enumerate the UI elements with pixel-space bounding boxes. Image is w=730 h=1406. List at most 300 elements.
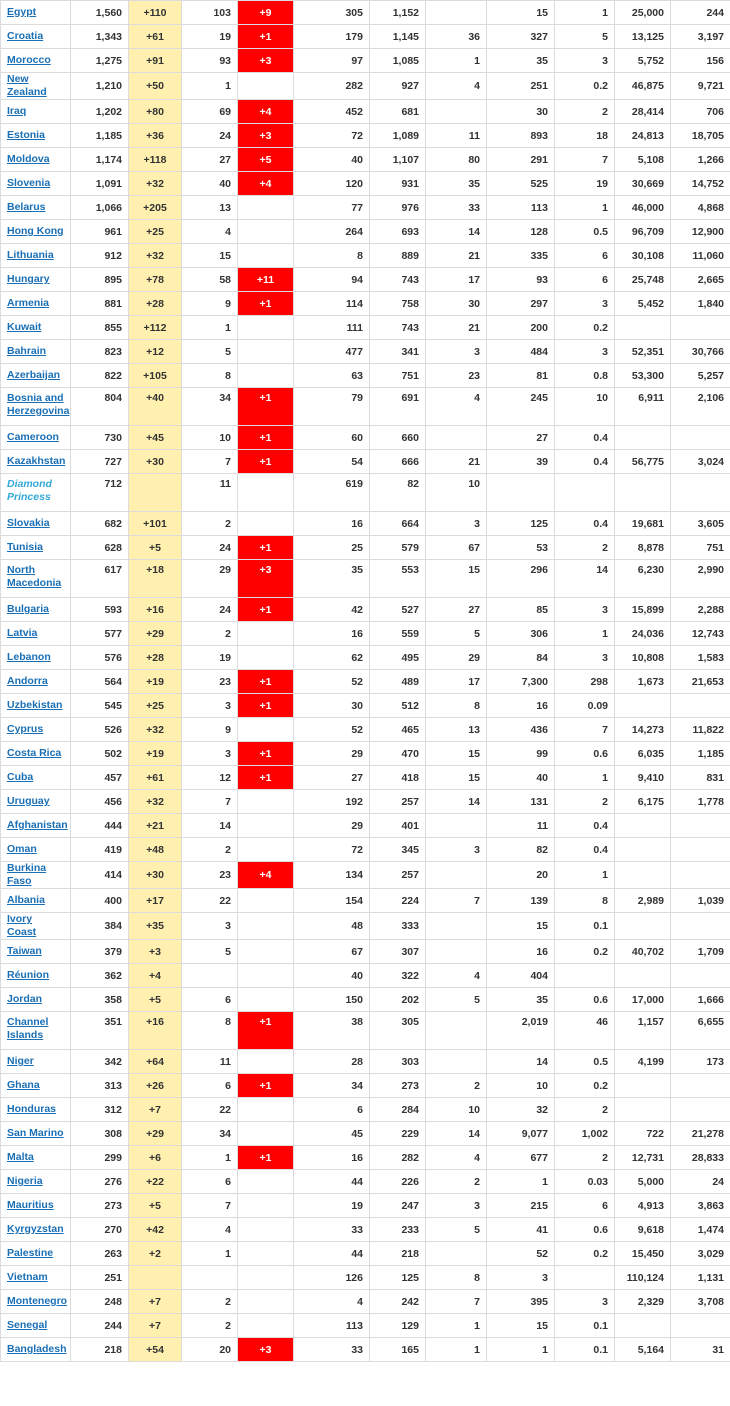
total-cases-cell: 1,185 xyxy=(71,124,129,148)
table-row xyxy=(1,426,730,450)
cases-per-million-cell: 35 xyxy=(487,49,555,73)
country-link[interactable]: Burkina Faso xyxy=(7,862,47,887)
total-cases-cell: 855 xyxy=(71,316,129,340)
new-cases-cell: +26 xyxy=(129,1074,182,1098)
serious-critical-cell: 11 xyxy=(426,124,487,148)
tests-per-million-cell: 11,060 xyxy=(671,244,730,268)
total-deaths-cell: 5 xyxy=(182,940,238,964)
country-link[interactable]: Kyrgyzstan xyxy=(7,1223,64,1235)
new-deaths-cell: +5 xyxy=(238,148,294,172)
deaths-per-million-cell: 18 xyxy=(555,124,615,148)
new-cases-cell: +16 xyxy=(129,598,182,622)
table-row xyxy=(1,148,730,172)
deaths-per-million-cell: 3 xyxy=(555,340,615,364)
country-link[interactable]: Montenegro xyxy=(7,1295,68,1307)
tests-per-million-cell xyxy=(671,1314,730,1338)
new-deaths-cell: +4 xyxy=(238,100,294,124)
total-cases-cell: 895 xyxy=(71,268,129,292)
country-link[interactable]: Jordan xyxy=(7,993,43,1005)
cases-per-million-cell: 85 xyxy=(487,598,555,622)
tests-per-million-cell: 3,024 xyxy=(671,450,730,474)
total-cases-cell: 312 xyxy=(71,1098,129,1122)
country-link[interactable]: Taiwan xyxy=(7,945,42,957)
total-deaths-cell: 15 xyxy=(182,244,238,268)
total-deaths-cell: 9 xyxy=(182,292,238,316)
country-cell xyxy=(1,766,71,790)
tests-per-million-cell: 24 xyxy=(671,1170,730,1194)
total-recovered-cell: 4 xyxy=(294,1290,370,1314)
total-cases-cell: 456 xyxy=(71,790,129,814)
active-cases-cell: 1,152 xyxy=(370,1,426,25)
deaths-per-million-cell: 0.2 xyxy=(555,73,615,100)
country-link[interactable]: Costa Rica xyxy=(7,747,62,759)
table-row xyxy=(1,450,730,474)
total-tests-cell: 4,913 xyxy=(615,1194,671,1218)
total-tests-cell xyxy=(615,316,671,340)
country-link[interactable]: Latvia xyxy=(7,627,38,639)
tests-per-million-cell: 5,257 xyxy=(671,364,730,388)
new-cases-cell: +21 xyxy=(129,814,182,838)
total-cases-cell: 1,560 xyxy=(71,1,129,25)
total-cases-cell: 617 xyxy=(71,560,129,598)
total-tests-cell: 19,681 xyxy=(615,512,671,536)
tests-per-million-cell xyxy=(671,426,730,450)
total-deaths-cell: 1 xyxy=(182,73,238,100)
new-cases-cell: +32 xyxy=(129,718,182,742)
country-link[interactable]: Bahrain xyxy=(7,345,47,357)
country-link[interactable]: North Macedonia xyxy=(7,564,62,589)
country-link[interactable]: Cuba xyxy=(7,771,34,783)
country-cell xyxy=(1,1098,71,1122)
total-recovered-cell: 120 xyxy=(294,172,370,196)
total-tests-cell: 1,673 xyxy=(615,670,671,694)
new-cases-cell: +7 xyxy=(129,1098,182,1122)
total-tests-cell: 13,125 xyxy=(615,25,671,49)
new-cases-cell: +32 xyxy=(129,244,182,268)
new-deaths-cell: +1 xyxy=(238,598,294,622)
serious-critical-cell: 4 xyxy=(426,964,487,988)
total-recovered-cell: 29 xyxy=(294,742,370,766)
country-link[interactable]: Belarus xyxy=(7,201,46,213)
cases-per-million-cell: 93 xyxy=(487,268,555,292)
country-link[interactable]: New Zealand xyxy=(7,73,47,98)
total-tests-cell: 24,813 xyxy=(615,124,671,148)
total-deaths-cell: 3 xyxy=(182,913,238,940)
cases-per-million-cell: 2,019 xyxy=(487,1012,555,1050)
total-deaths-cell: 20 xyxy=(182,1338,238,1362)
total-recovered-cell: 305 xyxy=(294,1,370,25)
total-deaths-cell: 5 xyxy=(182,340,238,364)
country-link[interactable]: Vietnam xyxy=(7,1271,48,1283)
tests-per-million-cell: 12,900 xyxy=(671,220,730,244)
total-recovered-cell: 619 xyxy=(294,474,370,512)
country-link[interactable]: Azerbaijan xyxy=(7,369,61,381)
active-cases-cell: 229 xyxy=(370,1122,426,1146)
total-cases-cell: 682 xyxy=(71,512,129,536)
deaths-per-million-cell: 0.4 xyxy=(555,512,615,536)
country-link[interactable]: Réunion xyxy=(7,969,49,981)
new-deaths-cell: +3 xyxy=(238,560,294,598)
new-deaths-cell: +11 xyxy=(238,268,294,292)
new-cases-cell: +29 xyxy=(129,1122,182,1146)
tests-per-million-cell: 3,029 xyxy=(671,1242,730,1266)
table-row xyxy=(1,364,730,388)
serious-critical-cell: 29 xyxy=(426,646,487,670)
tests-per-million-cell xyxy=(671,316,730,340)
deaths-per-million-cell: 0.6 xyxy=(555,988,615,1012)
total-tests-cell xyxy=(615,814,671,838)
deaths-per-million-cell: 0.6 xyxy=(555,742,615,766)
new-deaths-cell xyxy=(238,814,294,838)
total-cases-cell: 270 xyxy=(71,1218,129,1242)
serious-critical-cell: 17 xyxy=(426,670,487,694)
active-cases-cell: 247 xyxy=(370,1194,426,1218)
serious-critical-cell: 1 xyxy=(426,1314,487,1338)
new-deaths-cell xyxy=(238,364,294,388)
total-recovered-cell: 38 xyxy=(294,1012,370,1050)
active-cases-cell: 927 xyxy=(370,73,426,100)
total-tests-cell: 25,000 xyxy=(615,1,671,25)
tests-per-million-cell xyxy=(671,964,730,988)
deaths-per-million-cell: 298 xyxy=(555,670,615,694)
country-link[interactable]: Bangladesh xyxy=(7,1343,67,1355)
total-deaths-cell: 8 xyxy=(182,364,238,388)
total-tests-cell xyxy=(615,862,671,889)
active-cases-cell: 242 xyxy=(370,1290,426,1314)
total-tests-cell: 2,329 xyxy=(615,1290,671,1314)
cases-per-million-cell: 84 xyxy=(487,646,555,670)
country-link[interactable]: Egypt xyxy=(7,6,37,18)
total-cases-cell: 358 xyxy=(71,988,129,1012)
tests-per-million-cell: 1,583 xyxy=(671,646,730,670)
country-link[interactable]: Uzbekistan xyxy=(7,699,63,711)
serious-critical-cell: 21 xyxy=(426,244,487,268)
country-link[interactable]: Albania xyxy=(7,894,45,906)
total-deaths-cell: 58 xyxy=(182,268,238,292)
country-cell xyxy=(1,1012,71,1050)
tests-per-million-cell xyxy=(671,862,730,889)
tests-per-million-cell: 2,665 xyxy=(671,268,730,292)
country-cell xyxy=(1,742,71,766)
country-link[interactable]: Honduras xyxy=(7,1103,57,1115)
total-deaths-cell: 22 xyxy=(182,889,238,913)
country-link[interactable]: Estonia xyxy=(7,129,45,141)
new-cases-cell: +25 xyxy=(129,694,182,718)
table-row xyxy=(1,100,730,124)
country-cell xyxy=(1,889,71,913)
new-cases-cell xyxy=(129,1266,182,1290)
total-deaths-cell: 7 xyxy=(182,1194,238,1218)
total-tests-cell: 8,878 xyxy=(615,536,671,560)
deaths-per-million-cell: 8 xyxy=(555,889,615,913)
country-cell xyxy=(1,1050,71,1074)
cases-per-million-cell: 99 xyxy=(487,742,555,766)
country-cell xyxy=(1,124,71,148)
total-cases-cell: 822 xyxy=(71,364,129,388)
new-deaths-cell xyxy=(238,244,294,268)
cases-per-million-cell: 125 xyxy=(487,512,555,536)
country-link[interactable]: Cyprus xyxy=(7,723,44,735)
cases-per-million-cell: 200 xyxy=(487,316,555,340)
tests-per-million-cell: 706 xyxy=(671,100,730,124)
total-tests-cell: 5,452 xyxy=(615,292,671,316)
total-recovered-cell: 34 xyxy=(294,1074,370,1098)
new-cases-cell: +5 xyxy=(129,1194,182,1218)
country-cell xyxy=(1,364,71,388)
country-link[interactable]: Ghana xyxy=(7,1079,40,1091)
total-cases-cell: 362 xyxy=(71,964,129,988)
total-deaths-cell: 6 xyxy=(182,988,238,1012)
total-recovered-cell: 62 xyxy=(294,646,370,670)
total-deaths-cell: 27 xyxy=(182,148,238,172)
new-cases-cell: +50 xyxy=(129,73,182,100)
new-cases-cell: +19 xyxy=(129,670,182,694)
cases-per-million-cell: 53 xyxy=(487,536,555,560)
total-cases-cell: 1,343 xyxy=(71,25,129,49)
serious-critical-cell xyxy=(426,1242,487,1266)
country-link[interactable]: Kazakhstan xyxy=(7,455,66,467)
total-recovered-cell: 79 xyxy=(294,388,370,426)
total-recovered-cell: 35 xyxy=(294,560,370,598)
total-tests-cell: 5,164 xyxy=(615,1338,671,1362)
country-cell xyxy=(1,560,71,598)
deaths-per-million-cell xyxy=(555,474,615,512)
new-deaths-cell xyxy=(238,913,294,940)
new-cases-cell: +64 xyxy=(129,1050,182,1074)
serious-critical-cell: 7 xyxy=(426,1290,487,1314)
total-deaths-cell: 9 xyxy=(182,718,238,742)
country-link[interactable]: Cameroon xyxy=(7,431,59,443)
country-link[interactable]: Tunisia xyxy=(7,541,43,553)
total-cases-cell: 251 xyxy=(71,1266,129,1290)
new-cases-cell: +35 xyxy=(129,913,182,940)
new-deaths-cell: +4 xyxy=(238,172,294,196)
tests-per-million-cell: 831 xyxy=(671,766,730,790)
country-link[interactable]: Uruguay xyxy=(7,795,50,807)
tests-per-million-cell xyxy=(671,913,730,940)
active-cases-cell: 512 xyxy=(370,694,426,718)
active-cases-cell: 257 xyxy=(370,862,426,889)
total-deaths-cell: 34 xyxy=(182,388,238,426)
tests-per-million-cell xyxy=(671,1074,730,1098)
country-link[interactable]: Mauritius xyxy=(7,1199,54,1211)
total-recovered-cell: 452 xyxy=(294,100,370,124)
tests-per-million-cell: 30,766 xyxy=(671,340,730,364)
country-link[interactable]: Niger xyxy=(7,1055,34,1067)
table-row xyxy=(1,862,730,889)
new-cases-cell: +16 xyxy=(129,1012,182,1050)
total-cases-cell: 881 xyxy=(71,292,129,316)
new-deaths-cell: +1 xyxy=(238,426,294,450)
new-cases-cell: +118 xyxy=(129,148,182,172)
deaths-per-million-cell: 0.5 xyxy=(555,1050,615,1074)
country-link[interactable]: Iraq xyxy=(7,105,27,117)
serious-critical-cell xyxy=(426,1,487,25)
active-cases-cell: 465 xyxy=(370,718,426,742)
total-recovered-cell: 67 xyxy=(294,940,370,964)
active-cases-cell: 666 xyxy=(370,450,426,474)
active-cases-cell: 125 xyxy=(370,1266,426,1290)
tests-per-million-cell xyxy=(671,814,730,838)
total-cases-cell: 299 xyxy=(71,1146,129,1170)
total-deaths-cell: 13 xyxy=(182,196,238,220)
total-deaths-cell: 1 xyxy=(182,316,238,340)
total-tests-cell: 14,273 xyxy=(615,718,671,742)
tests-per-million-cell: 244 xyxy=(671,1,730,25)
table-row xyxy=(1,25,730,49)
new-deaths-cell xyxy=(238,73,294,100)
total-cases-cell: 1,210 xyxy=(71,73,129,100)
country-link[interactable]: Armenia xyxy=(7,297,50,309)
new-deaths-cell xyxy=(238,1050,294,1074)
new-deaths-cell xyxy=(238,940,294,964)
active-cases-cell: 303 xyxy=(370,1050,426,1074)
new-cases-cell: +32 xyxy=(129,790,182,814)
country-link[interactable]: Andorra xyxy=(7,675,48,687)
country-link[interactable]: Slovenia xyxy=(7,177,51,189)
table-row xyxy=(1,196,730,220)
active-cases-cell: 664 xyxy=(370,512,426,536)
country-cell xyxy=(1,1290,71,1314)
country-link[interactable]: Hong Kong xyxy=(7,225,64,237)
country-link[interactable]: Morocco xyxy=(7,54,51,66)
new-deaths-cell xyxy=(238,1290,294,1314)
cases-per-million-cell: 893 xyxy=(487,124,555,148)
total-tests-cell: 56,775 xyxy=(615,450,671,474)
table-row xyxy=(1,1146,730,1170)
total-deaths-cell: 3 xyxy=(182,694,238,718)
cases-per-million-cell: 81 xyxy=(487,364,555,388)
table-row xyxy=(1,388,730,426)
new-cases-cell: +61 xyxy=(129,25,182,49)
new-deaths-cell: +3 xyxy=(238,1338,294,1362)
serious-critical-cell: 3 xyxy=(426,1194,487,1218)
total-cases-cell: 804 xyxy=(71,388,129,426)
deaths-per-million-cell: 3 xyxy=(555,646,615,670)
new-cases-cell: +110 xyxy=(129,1,182,25)
serious-critical-cell: 1 xyxy=(426,1338,487,1362)
new-cases-cell: +54 xyxy=(129,1338,182,1362)
deaths-per-million-cell: 0.1 xyxy=(555,1338,615,1362)
deaths-per-million-cell: 6 xyxy=(555,244,615,268)
new-cases-cell: +19 xyxy=(129,742,182,766)
country-link[interactable]: Palestine xyxy=(7,1247,54,1259)
country-link[interactable]: Slovakia xyxy=(7,517,50,529)
country-link[interactable]: Bulgaria xyxy=(7,603,50,615)
total-recovered-cell: 113 xyxy=(294,1314,370,1338)
country-link[interactable]: Moldova xyxy=(7,153,50,165)
country-cell xyxy=(1,244,71,268)
country-link[interactable]: Afghanistan xyxy=(7,819,68,831)
country-cell xyxy=(1,940,71,964)
country-link[interactable]: Kuwait xyxy=(7,321,42,333)
country-link[interactable]: Lithuania xyxy=(7,249,54,261)
table-row xyxy=(1,512,730,536)
new-deaths-cell xyxy=(238,474,294,512)
new-cases-cell: +5 xyxy=(129,536,182,560)
total-cases-cell: 218 xyxy=(71,1338,129,1362)
country-cell xyxy=(1,1338,71,1362)
serious-critical-cell: 2 xyxy=(426,1170,487,1194)
deaths-per-million-cell: 3 xyxy=(555,1290,615,1314)
active-cases-cell: 273 xyxy=(370,1074,426,1098)
country-link[interactable]: Senegal xyxy=(7,1319,48,1331)
table-row xyxy=(1,1338,730,1362)
cases-per-million-cell: 40 xyxy=(487,766,555,790)
tests-per-million-cell: 1,666 xyxy=(671,988,730,1012)
total-deaths-cell: 24 xyxy=(182,598,238,622)
total-recovered-cell: 264 xyxy=(294,220,370,244)
total-deaths-cell: 2 xyxy=(182,1290,238,1314)
country-cell xyxy=(1,694,71,718)
new-cases-cell: +28 xyxy=(129,292,182,316)
tests-per-million-cell: 1,039 xyxy=(671,889,730,913)
cases-per-million-cell: 35 xyxy=(487,988,555,1012)
new-deaths-cell: +4 xyxy=(238,862,294,889)
country-link[interactable]: Hungary xyxy=(7,273,50,285)
table-row xyxy=(1,474,730,512)
table-row xyxy=(1,536,730,560)
deaths-per-million-cell: 2 xyxy=(555,536,615,560)
new-deaths-cell: +1 xyxy=(238,670,294,694)
new-cases-cell: +205 xyxy=(129,196,182,220)
country-link[interactable]: San Marino xyxy=(7,1127,64,1139)
serious-critical-cell xyxy=(426,814,487,838)
total-recovered-cell: 40 xyxy=(294,148,370,172)
total-cases-cell: 457 xyxy=(71,766,129,790)
country-link[interactable]: Ivory Coast xyxy=(7,913,37,938)
total-deaths-cell: 23 xyxy=(182,670,238,694)
country-link[interactable]: Bosnia and Herzegovina xyxy=(7,392,70,417)
country-cell xyxy=(1,913,71,940)
total-tests-cell xyxy=(615,1314,671,1338)
new-deaths-cell xyxy=(238,1266,294,1290)
country-cell xyxy=(1,1074,71,1098)
total-tests-cell: 46,875 xyxy=(615,73,671,100)
country-link[interactable]: Malta xyxy=(7,1151,34,1163)
tests-per-million-cell xyxy=(671,694,730,718)
total-recovered-cell: 25 xyxy=(294,536,370,560)
country-link[interactable]: Lebanon xyxy=(7,651,51,663)
country-cell xyxy=(1,25,71,49)
new-deaths-cell: +1 xyxy=(238,694,294,718)
table-body xyxy=(1,1,730,1362)
new-deaths-cell xyxy=(238,316,294,340)
table-row xyxy=(1,268,730,292)
deaths-per-million-cell: 0.2 xyxy=(555,940,615,964)
total-cases-cell: 1,202 xyxy=(71,100,129,124)
new-cases-cell: +29 xyxy=(129,622,182,646)
active-cases-cell: 224 xyxy=(370,889,426,913)
total-deaths-cell: 40 xyxy=(182,172,238,196)
total-deaths-cell: 2 xyxy=(182,622,238,646)
cases-per-million-cell: 82 xyxy=(487,838,555,862)
country-link[interactable]: Channel Islands xyxy=(7,1016,49,1041)
country-link[interactable]: Nigeria xyxy=(7,1175,43,1187)
country-cell xyxy=(1,172,71,196)
serious-critical-cell: 3 xyxy=(426,512,487,536)
new-cases-cell: +61 xyxy=(129,766,182,790)
country-link[interactable]: Croatia xyxy=(7,30,44,42)
country-link[interactable]: Oman xyxy=(7,843,37,855)
serious-critical-cell xyxy=(426,862,487,889)
total-deaths-cell: 2 xyxy=(182,838,238,862)
tests-per-million-cell: 14,752 xyxy=(671,172,730,196)
total-recovered-cell: 28 xyxy=(294,1050,370,1074)
active-cases-cell: 257 xyxy=(370,790,426,814)
total-tests-cell: 12,731 xyxy=(615,1146,671,1170)
total-tests-cell: 24,036 xyxy=(615,622,671,646)
